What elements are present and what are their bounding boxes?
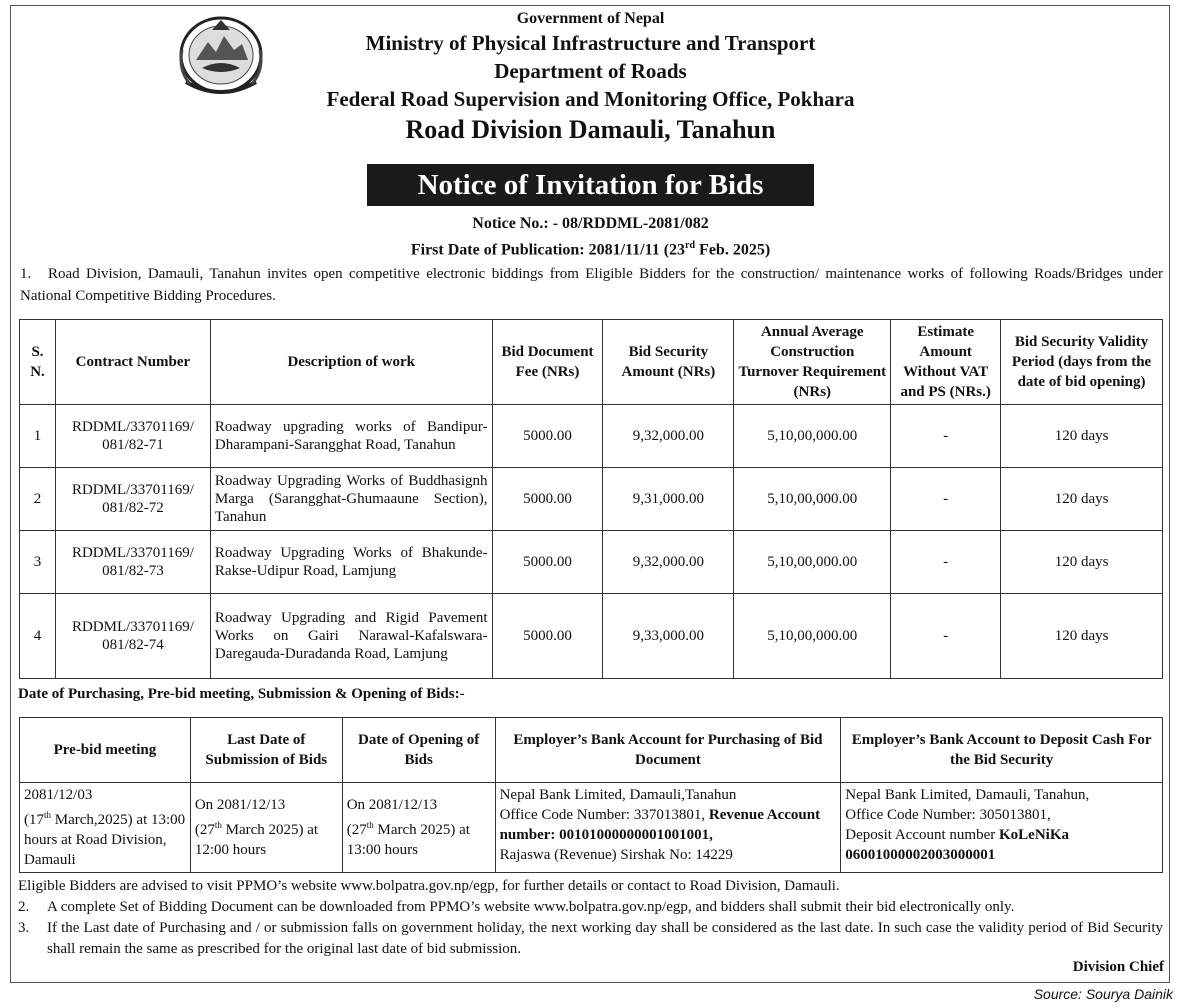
header-validity: Bid Security Validity Period (days from the date of bid opening) bbox=[1001, 320, 1163, 405]
row-contract: RDDML/33701169/ 081/82-71 bbox=[55, 405, 210, 468]
header-sn: S. N. bbox=[20, 320, 56, 405]
row-sn: 3 bbox=[20, 531, 56, 594]
table-row bbox=[20, 783, 1163, 873]
header-estimate: Estimate Amount Without VAT and PS (NRs.) bbox=[891, 320, 1001, 405]
note-number: 2. bbox=[18, 899, 30, 915]
header-description: Description of work bbox=[210, 320, 492, 405]
row-security: 9,31,000.00 bbox=[603, 468, 734, 531]
row-validity: 120 days bbox=[1001, 468, 1163, 531]
intro-number: 1. bbox=[20, 266, 32, 282]
row-sn: 4 bbox=[20, 594, 56, 679]
row-estimate: - bbox=[891, 594, 1001, 679]
department-name: Department of Roads bbox=[494, 59, 687, 83]
intro-text: Road Division, Damauli, Tanahun invites open competitive electronic biddings from Eligible Bidders for the construction/ maintenance works of following Roads/Bridges under National Competitive Bidding Procedures. bbox=[20, 266, 1163, 304]
note-number: 3. bbox=[18, 920, 30, 936]
letterhead bbox=[0, 8, 1181, 147]
row-fee: 5000.00 bbox=[492, 405, 603, 468]
header-prebid: Pre-bid meeting bbox=[20, 718, 191, 783]
government-name: Government of Nepal bbox=[516, 10, 665, 27]
header-bid-security: Bid Security Amount (NRs) bbox=[603, 320, 734, 405]
publication-date: First Date of Publication: 2081/11/11 (23rd Feb. 2025) bbox=[410, 240, 771, 259]
purchase-account-cell: Nepal Bank Limited, Damauli,Tanahun Office Code Number: 337013801, Revenue Account number: 00101000000001001001, Rajaswa (Revenue) Sirshak No: 14229 bbox=[495, 783, 841, 873]
row-contract: RDDML/33701169/ 081/82-73 bbox=[55, 531, 210, 594]
row-estimate: - bbox=[891, 468, 1001, 531]
row-fee: 5000.00 bbox=[492, 468, 603, 531]
list-item bbox=[18, 918, 1163, 960]
source-credit: Source: Sourya Dainik bbox=[1033, 986, 1173, 1002]
note-text: If the Last date of Purchasing and / or submission falls on government holiday, the next working day shall be considered as the last date. In such case the validity period of Bid Security shall remain the same as prescribed for the original last date of bid submission. bbox=[47, 920, 1163, 957]
header-bid-fee: Bid Document Fee (NRs) bbox=[492, 320, 603, 405]
row-validity: 120 days bbox=[1001, 531, 1163, 594]
row-description: Roadway Upgrading and Rigid Pavement Works on Gairi Narawal-Kafalswara-Daregauda-Duradanda Road, Lamjung bbox=[210, 594, 492, 679]
deposit-account-cell: Nepal Bank Limited, Damauli, Tanahun, Office Code Number: 305013801, Deposit Account number KoLeNiKa 06001000002003000001 bbox=[841, 783, 1163, 873]
list-item bbox=[18, 876, 1163, 897]
list-item bbox=[18, 897, 1163, 918]
header-deposit-account: Employer’s Bank Account to Deposit Cash For the Bid Security bbox=[841, 718, 1163, 783]
row-security: 9,32,000.00 bbox=[603, 531, 734, 594]
dates-heading: Date of Purchasing, Pre-bid meeting, Submission & Opening of Bids:- bbox=[18, 686, 465, 702]
row-description: Roadway Upgrading Works of Buddhasignh Marga (Sarangghat-Ghumaaune Section), Tanahun bbox=[210, 468, 492, 531]
signature: Division Chief bbox=[1072, 959, 1164, 975]
dates-table-header bbox=[20, 718, 1163, 783]
table-row bbox=[20, 531, 1163, 594]
row-description: Roadway upgrading works of Bandipur-Dharampani-Sarangghat Road, Tanahun bbox=[210, 405, 492, 468]
table-row bbox=[20, 594, 1163, 679]
notice-number: Notice No.: - 08/RDDML-2081/082 bbox=[472, 215, 709, 232]
row-turnover: 5,10,00,000.00 bbox=[734, 468, 891, 531]
header-opening: Date of Opening of Bids bbox=[342, 718, 495, 783]
header-purchase-account: Employer’s Bank Account for Purchasing of Bid Document bbox=[495, 718, 841, 783]
row-sn: 2 bbox=[20, 468, 56, 531]
row-turnover: 5,10,00,000.00 bbox=[734, 594, 891, 679]
header-last-date: Last Date of Submission of Bids bbox=[190, 718, 342, 783]
ministry-name: Ministry of Physical Infrastructure and Transport bbox=[365, 31, 816, 55]
prebid-cell: 2081/12/03 (17th March,2025) at 13:00 hours at Road Division, Damauli bbox=[20, 783, 191, 873]
note-text: A complete Set of Bidding Document can be downloaded from PPMO’s website www.bolpatra.gov.np/egp, and bidders shall submit their bid electronically only. bbox=[47, 899, 1015, 915]
row-estimate: - bbox=[891, 405, 1001, 468]
last-date-cell: On 2081/12/13 (27th March 2025) at 12:00 hours bbox=[190, 783, 342, 873]
row-fee: 5000.00 bbox=[492, 531, 603, 594]
note-text: Eligible Bidders are advised to visit PPMO’s website www.bolpatra.gov.np/egp, for further details or contact to Road Division, Damauli. bbox=[18, 878, 840, 894]
row-security: 9,32,000.00 bbox=[603, 405, 734, 468]
row-turnover: 5,10,00,000.00 bbox=[734, 405, 891, 468]
row-validity: 120 days bbox=[1001, 405, 1163, 468]
header-turnover: Annual Average Construction Turnover Requirement (NRs) bbox=[734, 320, 891, 405]
row-description: Roadway Upgrading Works of Bhakunde-Rakse-Udipur Road, Lamjung bbox=[210, 531, 492, 594]
opening-cell: On 2081/12/13 (27th March 2025) at 13:00 hours bbox=[342, 783, 495, 873]
table-row bbox=[20, 468, 1163, 531]
dates-table bbox=[19, 717, 1163, 873]
row-sn: 1 bbox=[20, 405, 56, 468]
row-security: 9,33,000.00 bbox=[603, 594, 734, 679]
bids-table-header bbox=[20, 320, 1163, 405]
row-contract: RDDML/33701169/ 081/82-72 bbox=[55, 468, 210, 531]
notice-title: Notice of Invitation for Bids bbox=[367, 164, 814, 206]
row-turnover: 5,10,00,000.00 bbox=[734, 531, 891, 594]
intro-paragraph bbox=[20, 263, 1163, 307]
table-row bbox=[20, 405, 1163, 468]
bids-table bbox=[19, 319, 1163, 679]
row-contract: RDDML/33701169/ 081/82-74 bbox=[55, 594, 210, 679]
header-contract-number: Contract Number bbox=[55, 320, 210, 405]
division-name: Road Division Damauli, Tanahun bbox=[405, 115, 776, 144]
row-validity: 120 days bbox=[1001, 594, 1163, 679]
row-estimate: - bbox=[891, 531, 1001, 594]
notes-list bbox=[18, 876, 1163, 960]
row-fee: 5000.00 bbox=[492, 594, 603, 679]
federal-office-name: Federal Road Supervision and Monitoring Office, Pokhara bbox=[326, 87, 855, 111]
